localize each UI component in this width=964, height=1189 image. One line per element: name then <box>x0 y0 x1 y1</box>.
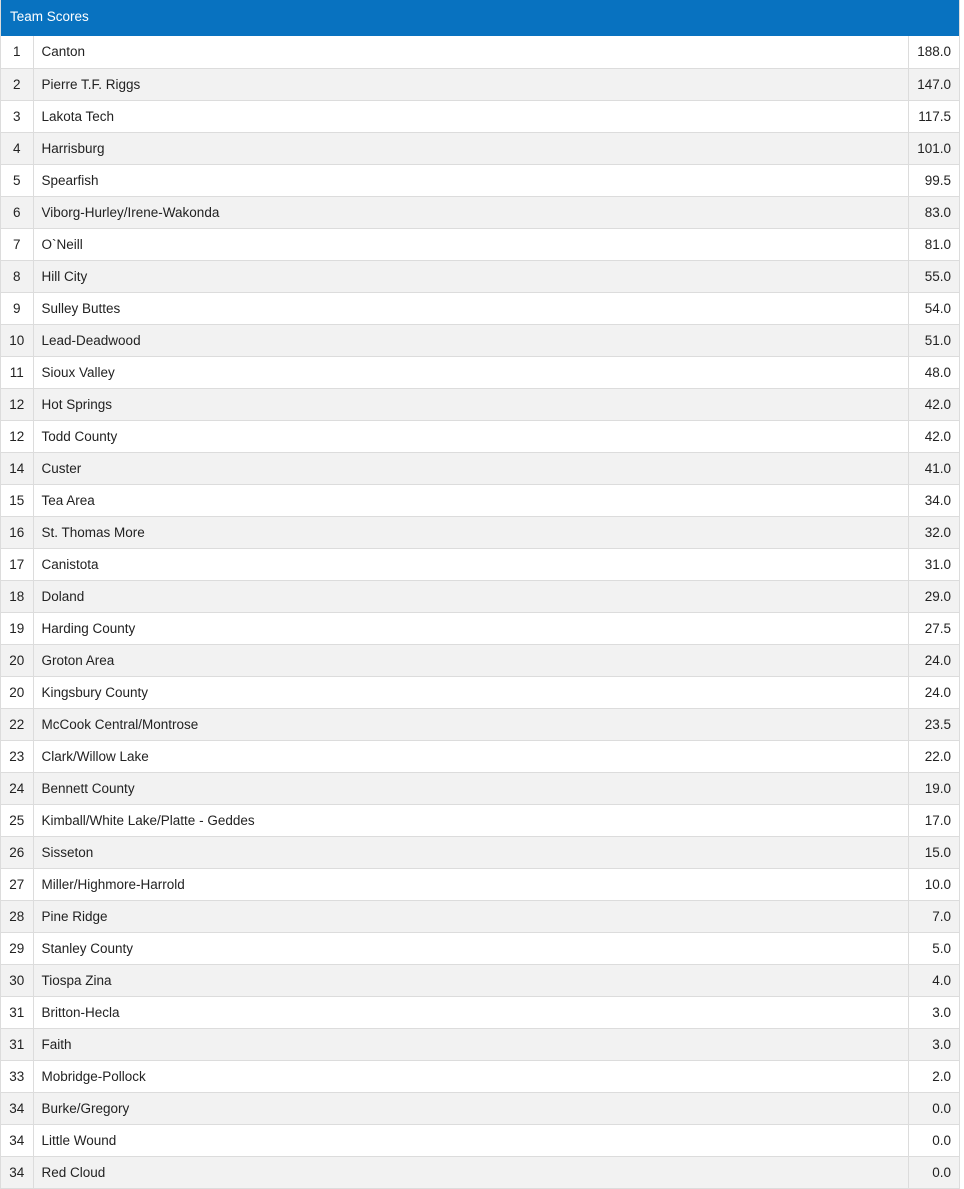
team-name-cell: Lead-Deadwood <box>33 324 908 356</box>
score-cell: 3.0 <box>908 996 959 1028</box>
rank-cell: 8 <box>1 260 33 292</box>
score-cell: 42.0 <box>908 420 959 452</box>
team-name-cell: Sisseton <box>33 836 908 868</box>
score-cell: 10.0 <box>908 868 959 900</box>
table-row <box>1 868 959 900</box>
table-row <box>1 644 959 676</box>
team-name-cell: Canton <box>33 36 908 68</box>
rank-cell: 12 <box>1 388 33 420</box>
team-name-cell: Spearfish <box>33 164 908 196</box>
score-cell: 54.0 <box>908 292 959 324</box>
team-name-cell: Sioux Valley <box>33 356 908 388</box>
score-cell: 32.0 <box>908 516 959 548</box>
team-name-cell: Mobridge-Pollock <box>33 1060 908 1092</box>
score-cell: 7.0 <box>908 900 959 932</box>
table-row <box>1 1124 959 1156</box>
team-name-cell: Todd County <box>33 420 908 452</box>
team-name-cell: Hill City <box>33 260 908 292</box>
rank-cell: 7 <box>1 228 33 260</box>
team-name-cell: Hot Springs <box>33 388 908 420</box>
score-cell: 34.0 <box>908 484 959 516</box>
team-name-cell: Harrisburg <box>33 132 908 164</box>
rank-cell: 31 <box>1 1028 33 1060</box>
score-cell: 41.0 <box>908 452 959 484</box>
table-row <box>1 196 959 228</box>
rank-cell: 4 <box>1 132 33 164</box>
table-row <box>1 228 959 260</box>
score-cell: 27.5 <box>908 612 959 644</box>
table-row <box>1 420 959 452</box>
score-cell: 31.0 <box>908 548 959 580</box>
rank-cell: 24 <box>1 772 33 804</box>
table-row <box>1 36 959 68</box>
rank-cell: 17 <box>1 548 33 580</box>
rank-cell: 5 <box>1 164 33 196</box>
table-row <box>1 388 959 420</box>
table-row <box>1 356 959 388</box>
table-row <box>1 804 959 836</box>
table-row <box>1 580 959 612</box>
rank-cell: 2 <box>1 68 33 100</box>
team-name-cell: Bennett County <box>33 772 908 804</box>
score-cell: 24.0 <box>908 644 959 676</box>
table-row <box>1 932 959 964</box>
rank-cell: 12 <box>1 420 33 452</box>
rank-cell: 14 <box>1 452 33 484</box>
table-row <box>1 1156 959 1188</box>
rank-cell: 33 <box>1 1060 33 1092</box>
table-row <box>1 1060 959 1092</box>
team-name-cell: Burke/Gregory <box>33 1092 908 1124</box>
team-scores-table <box>1 36 959 1189</box>
table-row <box>1 452 959 484</box>
score-cell: 17.0 <box>908 804 959 836</box>
rank-cell: 25 <box>1 804 33 836</box>
team-name-cell: Lakota Tech <box>33 100 908 132</box>
team-name-cell: O`Neill <box>33 228 908 260</box>
team-name-cell: Red Cloud <box>33 1156 908 1188</box>
score-cell: 3.0 <box>908 1028 959 1060</box>
score-cell: 5.0 <box>908 932 959 964</box>
table-row <box>1 260 959 292</box>
table-row <box>1 548 959 580</box>
table-row <box>1 836 959 868</box>
team-scores-rows <box>1 36 959 1188</box>
table-row <box>1 900 959 932</box>
rank-cell: 22 <box>1 708 33 740</box>
rank-cell: 34 <box>1 1156 33 1188</box>
table-row <box>1 68 959 100</box>
rank-cell: 23 <box>1 740 33 772</box>
team-name-cell: Little Wound <box>33 1124 908 1156</box>
team-name-cell: Canistota <box>33 548 908 580</box>
team-name-cell: Pine Ridge <box>33 900 908 932</box>
score-cell: 55.0 <box>908 260 959 292</box>
rank-cell: 15 <box>1 484 33 516</box>
score-cell: 29.0 <box>908 580 959 612</box>
table-row <box>1 324 959 356</box>
rank-cell: 20 <box>1 676 33 708</box>
table-row <box>1 292 959 324</box>
panel-title: Team Scores <box>1 0 959 36</box>
team-name-cell: Custer <box>33 452 908 484</box>
table-row <box>1 516 959 548</box>
team-name-cell: Tiospa Zina <box>33 964 908 996</box>
team-name-cell: McCook Central/Montrose <box>33 708 908 740</box>
team-name-cell: Britton-Hecla <box>33 996 908 1028</box>
table-row <box>1 676 959 708</box>
rank-cell: 19 <box>1 612 33 644</box>
team-name-cell: Stanley County <box>33 932 908 964</box>
table-row <box>1 772 959 804</box>
team-name-cell: Doland <box>33 580 908 612</box>
rank-cell: 31 <box>1 996 33 1028</box>
rank-cell: 9 <box>1 292 33 324</box>
team-name-cell: Kimball/White Lake/Platte - Geddes <box>33 804 908 836</box>
team-name-cell: Miller/Highmore-Harrold <box>33 868 908 900</box>
rank-cell: 3 <box>1 100 33 132</box>
table-row <box>1 740 959 772</box>
rank-cell: 10 <box>1 324 33 356</box>
score-cell: 2.0 <box>908 1060 959 1092</box>
table-row <box>1 132 959 164</box>
table-row <box>1 1092 959 1124</box>
rank-cell: 26 <box>1 836 33 868</box>
score-cell: 24.0 <box>908 676 959 708</box>
rank-cell: 18 <box>1 580 33 612</box>
score-cell: 101.0 <box>908 132 959 164</box>
score-cell: 99.5 <box>908 164 959 196</box>
score-cell: 147.0 <box>908 68 959 100</box>
rank-cell: 34 <box>1 1124 33 1156</box>
score-cell: 23.5 <box>908 708 959 740</box>
score-cell: 81.0 <box>908 228 959 260</box>
table-row <box>1 484 959 516</box>
score-cell: 4.0 <box>908 964 959 996</box>
score-cell: 188.0 <box>908 36 959 68</box>
rank-cell: 1 <box>1 36 33 68</box>
rank-cell: 28 <box>1 900 33 932</box>
score-cell: 48.0 <box>908 356 959 388</box>
score-cell: 51.0 <box>908 324 959 356</box>
rank-cell: 30 <box>1 964 33 996</box>
rank-cell: 20 <box>1 644 33 676</box>
team-name-cell: Harding County <box>33 612 908 644</box>
table-row <box>1 612 959 644</box>
rank-cell: 27 <box>1 868 33 900</box>
team-name-cell: Sulley Buttes <box>33 292 908 324</box>
team-name-cell: Pierre T.F. Riggs <box>33 68 908 100</box>
team-name-cell: Tea Area <box>33 484 908 516</box>
score-cell: 0.0 <box>908 1156 959 1188</box>
team-name-cell: Kingsbury County <box>33 676 908 708</box>
table-row <box>1 996 959 1028</box>
table-row <box>1 100 959 132</box>
rank-cell: 11 <box>1 356 33 388</box>
rank-cell: 16 <box>1 516 33 548</box>
score-cell: 0.0 <box>908 1124 959 1156</box>
table-row <box>1 1028 959 1060</box>
team-name-cell: St. Thomas More <box>33 516 908 548</box>
score-cell: 0.0 <box>908 1092 959 1124</box>
table-row <box>1 964 959 996</box>
team-name-cell: Faith <box>33 1028 908 1060</box>
score-cell: 22.0 <box>908 740 959 772</box>
score-cell: 117.5 <box>908 100 959 132</box>
score-cell: 42.0 <box>908 388 959 420</box>
rank-cell: 6 <box>1 196 33 228</box>
table-row <box>1 164 959 196</box>
rank-cell: 29 <box>1 932 33 964</box>
score-cell: 15.0 <box>908 836 959 868</box>
team-name-cell: Groton Area <box>33 644 908 676</box>
rank-cell: 34 <box>1 1092 33 1124</box>
table-row <box>1 708 959 740</box>
score-cell: 19.0 <box>908 772 959 804</box>
score-cell: 83.0 <box>908 196 959 228</box>
team-name-cell: Clark/Willow Lake <box>33 740 908 772</box>
team-name-cell: Viborg-Hurley/Irene-Wakonda <box>33 196 908 228</box>
